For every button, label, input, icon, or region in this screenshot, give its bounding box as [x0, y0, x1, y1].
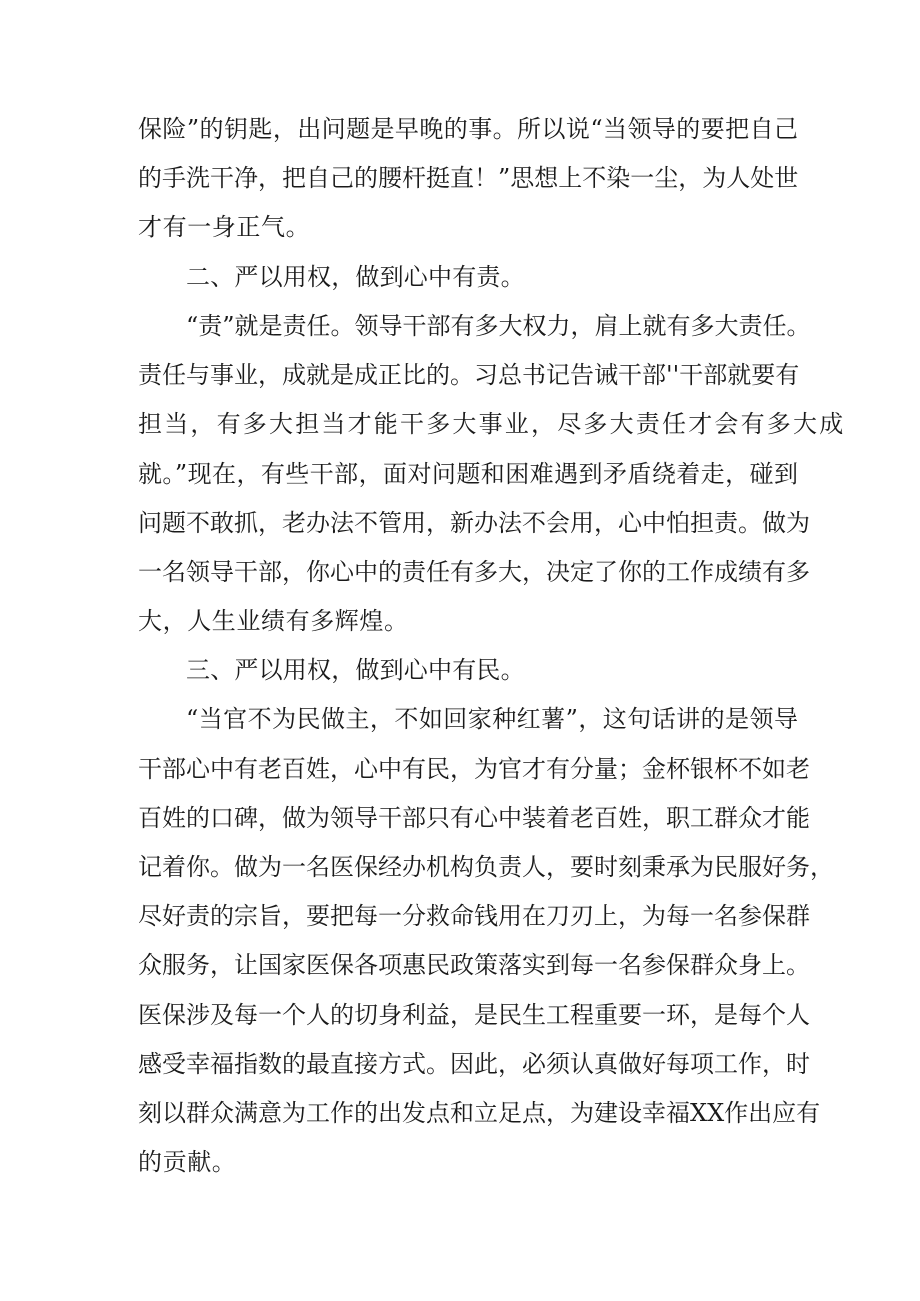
paragraph-line: 担当，有多大担当才能干多大事业，尽多大责任才会有多大成 — [138, 410, 846, 438]
paragraph-line: 感受幸福指数的最直接方式。因此，必须认真做好每项工作，时 — [138, 1050, 810, 1078]
paragraph-line: 责任与事业，成就是成正比的。习总书记告诫干部''干部就要有 — [138, 361, 800, 389]
paragraph-line: 医保涉及每一个人的切身利益，是民生工程重要一环，是每个人 — [138, 1001, 810, 1029]
paragraph-line: “当官不为民做主，不如回家种红薯”，这句话讲的是领导 — [186, 705, 798, 733]
paragraph-line: 问题不敢抓，老办法不管用，新办法不会用，心中怕担责。做为 — [138, 509, 810, 537]
paragraph-line: 的手洗干净，把自己的腰杆挺直！”思想上不染一尘，为人处世 — [138, 164, 799, 192]
paragraph-line: 尽好责的宗旨，要把每一分救命钱用在刀刃上，为每一名参保群 — [138, 902, 810, 930]
paragraph-line: 刻以群众满意为工作的出发点和立足点，为建设幸福XX作出应有 — [138, 1099, 821, 1127]
paragraph-line: 才有一身正气。 — [138, 213, 311, 241]
paragraph-line: 百姓的口碑，做为领导干部只有心中装着老百姓，职工群众才能 — [138, 804, 810, 832]
paragraph-line: 记着你。做为一名医保经办机构负责人，要时刻秉承为民服好务， — [138, 853, 834, 881]
paragraph-line: 干部心中有老百姓，心中有民，为官才有分量；金杯银杯不如老 — [138, 755, 810, 783]
paragraph-line: 保险”的钥匙，出问题是早晚的事。所以说“当领导的要把自己 — [138, 115, 798, 143]
paragraph-line: 一名领导干部，你心中的责任有多大，决定了你的工作成绩有多 — [138, 558, 810, 586]
paragraph-line: 众服务，让国家医保各项惠民政策落实到每一名参保群众身上。 — [138, 951, 810, 979]
paragraph-line: 的贡献。 — [138, 1148, 237, 1176]
section-heading: 三、严以用权，做到心中有民。 — [186, 656, 525, 684]
paragraph-line: 就。”现在，有些干部，面对问题和困难遇到矛盾绕着走，碰到 — [138, 460, 798, 488]
section-heading: 二、严以用权，做到心中有责。 — [186, 263, 525, 291]
paragraph-line: “责”就是责任。领导干部有多大权力，肩上就有多大责任。 — [186, 312, 811, 340]
paragraph-line: 大，人生业绩有多辉煌。 — [138, 607, 409, 635]
